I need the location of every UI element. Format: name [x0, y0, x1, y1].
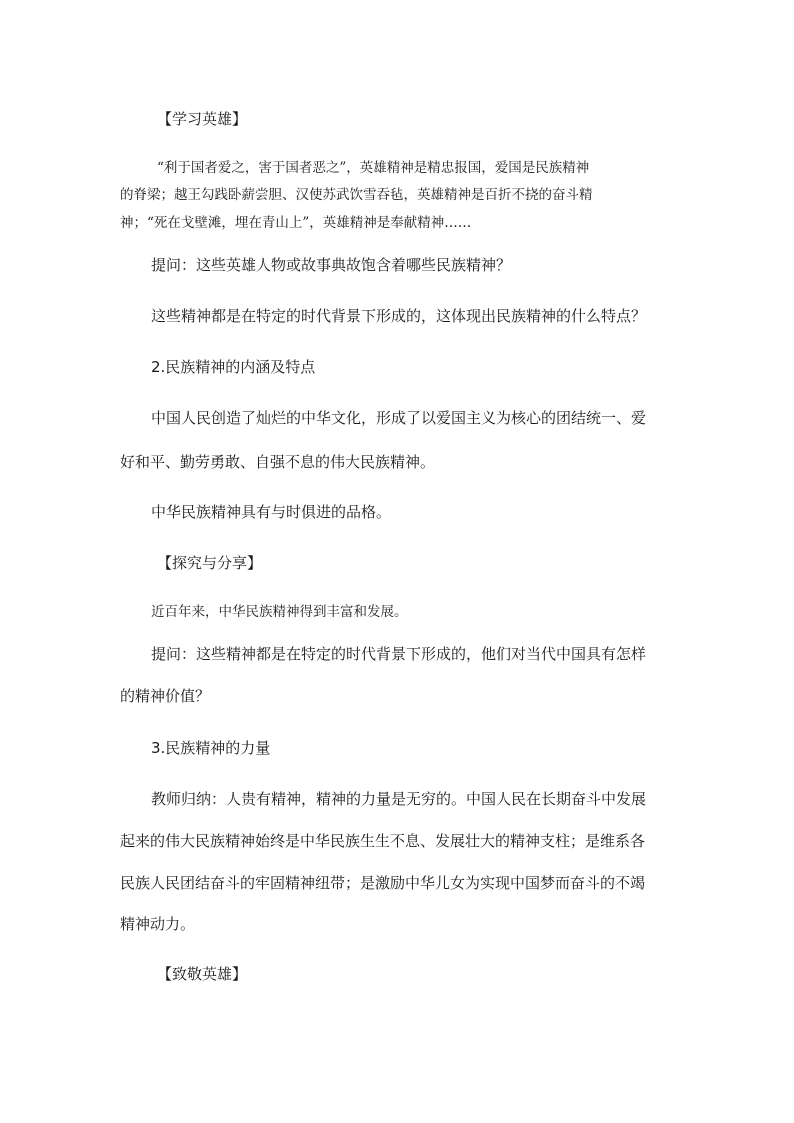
section-2-title: 2.民族精神的内涵及特点 [151, 358, 316, 376]
quote-line-1: “利于国者爱之，害于国者恶之”，英雄精神是精忠报国，爱国是民族精神 [157, 160, 590, 176]
quote-line-3: 神；“死在戈壁滩，埋在青山上”，英雄精神是奉献精神…… [120, 215, 472, 231]
section-3-title: 3.民族精神的力量 [151, 739, 271, 757]
question-2: 这些精神都是在特定的时代背景下形成的，这体现出民族精神的什么特点？ [151, 307, 647, 325]
explore-text: 近百年来，中华民族精神得到丰富和发展。 [151, 604, 408, 620]
heading-salute-heroes: 【致敬英雄】 [157, 965, 248, 983]
summary-line-2: 起来的伟大民族精神始终是中华民族生生不息、发展壮大的精神支柱；是维系各 [120, 832, 646, 850]
paragraph-character: 中华民族精神具有与时俱进的品格。 [151, 503, 392, 521]
para1-line-2: 好和平、勤劳勇敢、自强不息的伟大民族精神。 [120, 453, 436, 471]
question3-line-1: 提问：这些精神都是在特定的时代背景下形成的，他们对当代中国具有怎样 [151, 645, 647, 663]
heading-learn-heroes: 【学习英雄】 [157, 110, 248, 128]
question-1: 提问：这些英雄人物或故事典故饱含着哪些民族精神？ [151, 256, 512, 274]
summary-line-1: 教师归纳：人贵有精神，精神的力量是无穷的。中国人民在长期奋斗中发展 [151, 790, 647, 808]
heading-explore-share: 【探究与分享】 [157, 554, 263, 572]
summary-line-4: 精神动力。 [120, 915, 196, 933]
para1-line-1: 中国人民创造了灿烂的中华文化，形成了以爱国主义为核心的团结统一、爱 [151, 409, 647, 427]
quote-line-2: 的脊梁；越王勾践卧薪尝胆、汉使苏武饮雪吞毡，英雄精神是百折不挠的奋斗精 [120, 187, 593, 203]
question3-line-2: 的精神价值？ [120, 687, 211, 705]
summary-line-3: 民族人民团结奋斗的牢固精神纽带；是激励中华儿女为实现中国梦而奋斗的不竭 [120, 874, 646, 892]
